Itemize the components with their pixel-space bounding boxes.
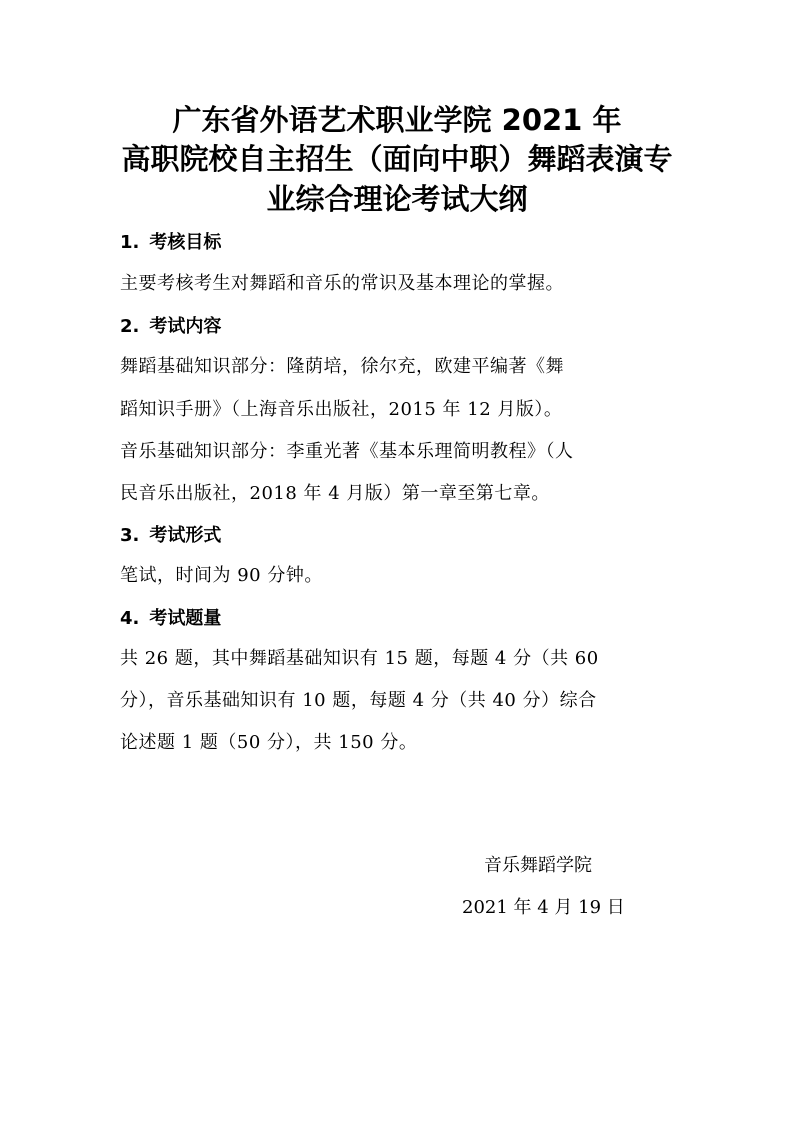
section-2-number: 2. bbox=[120, 316, 140, 337]
section-2-title: 考试内容 bbox=[149, 316, 222, 337]
document-title-line-3: 业综合理论考试大纲 bbox=[266, 182, 528, 216]
document-title-line-2: 高职院校自主招生（面向中职）舞蹈表演专 bbox=[121, 142, 673, 176]
section-2-line-1: 舞蹈基础知识部分：隆荫培，徐尔充，欧建平编著《舞 bbox=[120, 356, 564, 377]
section-1-number: 1. bbox=[120, 232, 140, 253]
section-2-line-4: 民音乐出版社，2018 年 4 月版）第一章至第七章。 bbox=[120, 483, 550, 504]
section-2-line-2: 蹈知识手册》（上海音乐出版社，2015 年 12 月版）。 bbox=[120, 399, 563, 420]
document-title-line-1: 广东省外语艺术职业学院 2021 年 bbox=[172, 103, 622, 137]
section-3-heading bbox=[120, 527, 221, 545]
section-2-line-3: 音乐基础知识部分：李重光著《基本乐理简明教程》（人 bbox=[120, 441, 574, 462]
section-3-number: 3. bbox=[120, 525, 140, 546]
section-4-title: 考试题量 bbox=[149, 608, 222, 629]
signature-organization: 音乐舞蹈学院 bbox=[484, 855, 592, 876]
section-4-line-3: 论述题 1 题（50 分），共 150 分。 bbox=[120, 732, 418, 753]
section-1-line-1: 主要考核考生对舞蹈和音乐的常识及基本理论的掌握。 bbox=[120, 273, 564, 294]
section-4-line-2: 分），音乐基础知识有 10 题，每题 4 分（共 40 分）综合 bbox=[120, 690, 597, 711]
section-1-heading bbox=[120, 234, 221, 252]
signature-date: 2021 年 4 月 19 日 bbox=[462, 897, 625, 918]
section-4-number: 4. bbox=[120, 608, 140, 629]
section-3-title: 考试形式 bbox=[149, 525, 222, 546]
section-4-line-1: 共 26 题，其中舞蹈基础知识有 15 题，每题 4 分（共 60 bbox=[120, 648, 599, 669]
section-1-title: 考核目标 bbox=[149, 232, 222, 253]
section-2-heading bbox=[120, 318, 221, 336]
section-4-heading bbox=[120, 610, 221, 628]
section-3-line-1: 笔试，时间为 90 分钟。 bbox=[120, 565, 323, 586]
